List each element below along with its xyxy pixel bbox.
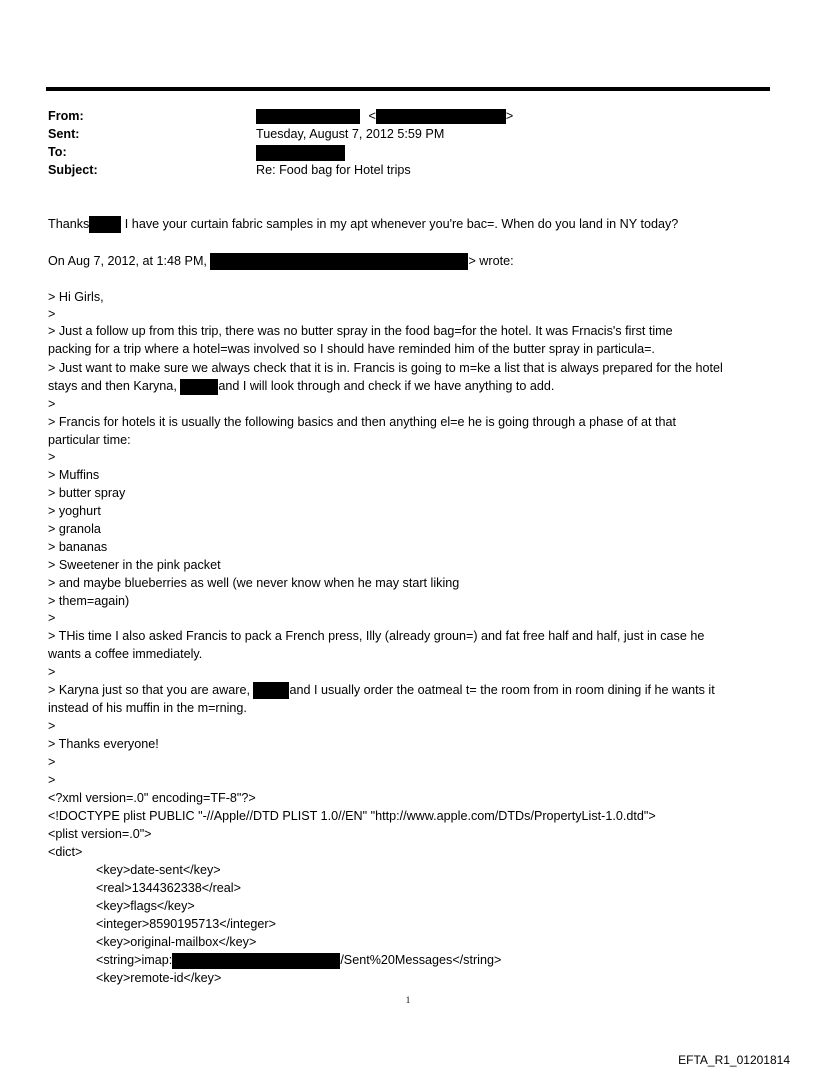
body-line: > Just want to make sure we always check that it is in. Francis is going to m=ke a list that is always prepared for the hotel: [48, 361, 723, 375]
body-line: Thanks I have your curtain fabric samples in my apt whenever you're bac=. When do you land in NY today?: [48, 215, 678, 233]
body-line: instead of his muffin in the m=rning.: [48, 701, 247, 715]
page-number: 1: [405, 995, 411, 1005]
body-line: > Francis for hotels it is usually the following basics and then anything el=e he is going through a phase of at that: [48, 415, 676, 429]
list-item: > granola: [48, 522, 101, 536]
sent-value: Tuesday, August 7, 2012 5:59 PM: [256, 127, 445, 141]
list-item: > bananas: [48, 540, 108, 554]
code-line: <?xml version=.0" encoding=TF-8"?>: [48, 791, 256, 805]
bates-stamp: EFTA_R1_01201814: [678, 1053, 790, 1067]
code-line: <key>original-mailbox</key>: [96, 935, 257, 949]
body-line: On Aug 7, 2012, at 1:48 PM, > wrote:: [48, 252, 514, 270]
code-line: <string>imap: /Sent%20Messages</string>: [96, 953, 502, 967]
body-line: >: [48, 611, 56, 625]
to-label: To:: [48, 145, 67, 159]
body-line: stays and then Karyna, and I will look through and check if we have anything to add.: [48, 379, 555, 393]
redacted-author: [210, 253, 468, 270]
code-line: <dict>: [48, 845, 83, 859]
header-rule: [46, 87, 770, 91]
list-item: > Sweetener in the pink packet: [48, 558, 221, 572]
body-line: > THis time I also asked Francis to pack a French press, Illy (already groun=) and fat free half and half, just in case he: [48, 629, 705, 643]
code-line: <integer>8590195713</integer>: [96, 917, 276, 931]
subject-label: Subject:: [48, 163, 98, 177]
redacted-sender-name: [256, 109, 360, 124]
body-line: wants a coffee immediately.: [48, 647, 203, 661]
redacted-name: [180, 379, 218, 395]
body-line: >: [48, 665, 56, 679]
redacted-recipient: [256, 145, 345, 161]
body-line: > and maybe blueberries as well (we never know when he may start liking: [48, 576, 460, 590]
body-line: >: [48, 773, 56, 787]
sent-label: Sent:: [48, 127, 80, 141]
body-line: packing for a trip where a hotel=was involved so I should have reminded him of the butter spray in particula=.: [48, 342, 655, 356]
redacted-name: [89, 216, 121, 233]
redacted-mailbox: [172, 953, 340, 969]
code-line: <plist version=.0">: [48, 827, 152, 841]
redacted-sender-email: [376, 109, 506, 124]
subject-value: Re: Food bag for Hotel trips: [256, 163, 411, 177]
redacted-name: [253, 682, 289, 699]
code-line: <real>1344362338</real>: [96, 881, 241, 895]
body-line: > Thanks everyone!: [48, 737, 159, 751]
code-line: <key>remote-id</key>: [96, 971, 222, 985]
body-line: > Karyna just so that you are aware, and I usually order the oatmeal t= the room from in room dining if he wants it: [48, 681, 715, 699]
from-gt: >: [505, 109, 514, 123]
code-line: <key>flags</key>: [96, 899, 195, 913]
list-item: > yoghurt: [48, 504, 101, 518]
body-line: > them=again): [48, 594, 130, 608]
from-label: From:: [48, 109, 84, 123]
from-lt: <: [368, 109, 376, 123]
code-line: <key>date-sent</key>: [96, 863, 221, 877]
body-line: >: [48, 397, 56, 411]
body-line: >: [48, 755, 56, 769]
body-line: >: [48, 450, 56, 464]
body-line: particular time:: [48, 433, 131, 447]
list-item: > Muffins: [48, 468, 100, 482]
code-line: <!DOCTYPE plist PUBLIC "-//Apple//DTD PLIST 1.0//EN" "http://www.apple.com/DTDs/PropertyList-1.0.dtd">: [48, 809, 656, 823]
list-item: > butter spray: [48, 486, 126, 500]
body-line: >: [48, 719, 56, 733]
body-line: > Hi Girls,: [48, 290, 104, 304]
body-line: >: [48, 307, 56, 321]
body-line: > Just a follow up from this trip, there was no butter spray in the food bag=for the hotel. It was Frnacis's first time: [48, 324, 673, 338]
